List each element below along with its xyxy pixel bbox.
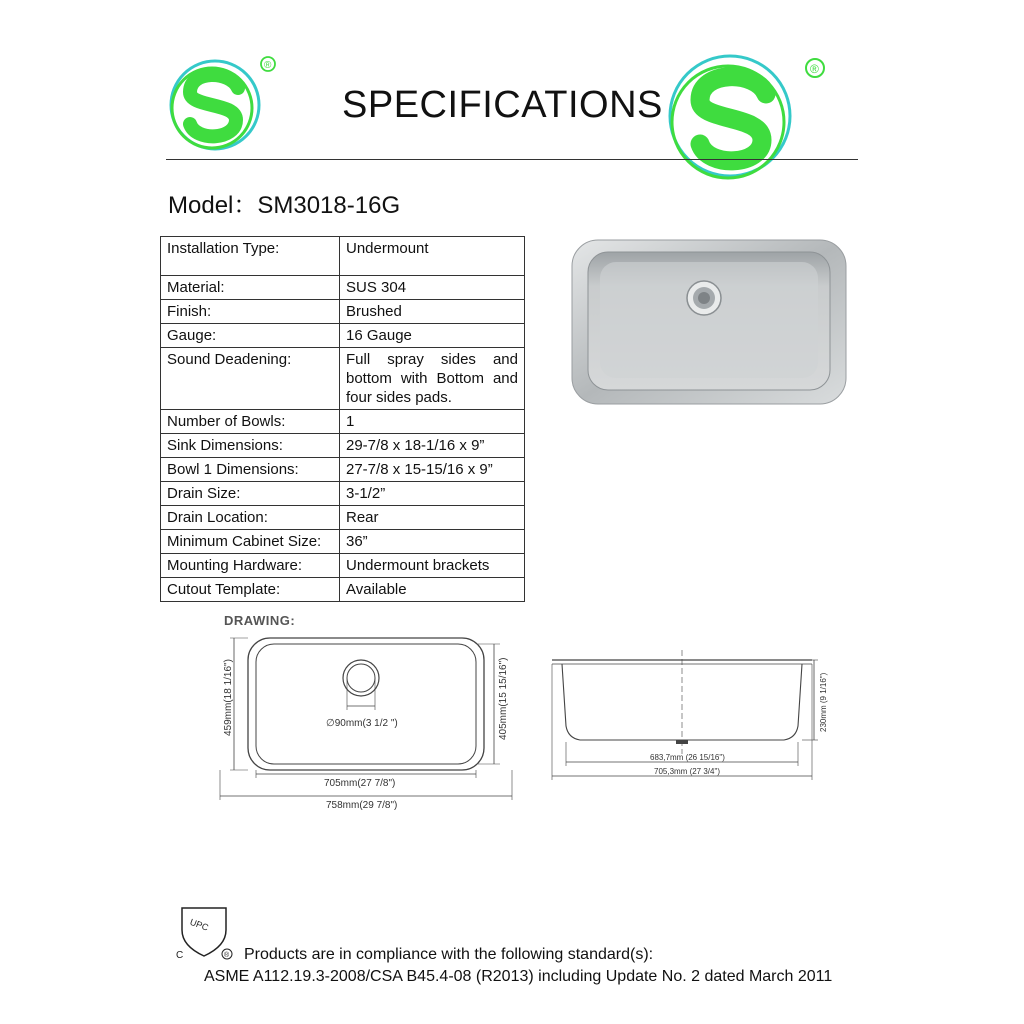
- page-title: SPECIFICATIONS: [342, 84, 663, 126]
- spec-value: Rear: [340, 506, 525, 530]
- table-row: [161, 530, 525, 554]
- spec-value: SUS 304: [340, 276, 525, 300]
- depth-dimension: 230mm (9 1/16"): [819, 672, 828, 732]
- table-row: [161, 348, 525, 410]
- spec-value: 16 Gauge: [340, 324, 525, 348]
- top-view-drawing: [218, 628, 518, 828]
- spec-label: Drain Location:: [161, 506, 340, 530]
- spec-value: 36”: [340, 530, 525, 554]
- table-row: [161, 506, 525, 530]
- spec-value: Full spray sides and bottom with Bottom and four sides pads.: [340, 348, 525, 410]
- spec-label: Sound Deadening:: [161, 348, 340, 410]
- spec-label: Drain Size:: [161, 482, 340, 506]
- spec-value: 1: [340, 410, 525, 434]
- spec-label: Mounting Hardware:: [161, 554, 340, 578]
- spec-value: Undermount brackets: [340, 554, 525, 578]
- inner-width-dimension: 705mm(27 7/8"): [324, 778, 396, 789]
- compliance-standard: ASME A112.19.3-2008/CSA B45.4-08 (R2013) including Update No. 2 dated March 2011: [204, 968, 833, 985]
- spec-value: 27-7/8 x 15-15/16 x 9”: [340, 458, 525, 482]
- spec-label: Sink Dimensions:: [161, 434, 340, 458]
- brand-logo-left: [160, 50, 280, 160]
- table-row: [161, 410, 525, 434]
- table-row: [161, 458, 525, 482]
- brand-logo-right: [660, 48, 830, 193]
- top-width-dimension: 705,3mm (27 3/4"): [654, 767, 720, 776]
- spec-label: Bowl 1 Dimensions:: [161, 458, 340, 482]
- spec-label: Material:: [161, 276, 340, 300]
- side-view-drawing: [550, 646, 840, 786]
- drain-dimension: ∅90mm(3 1/2 "): [326, 718, 398, 729]
- table-row: [161, 237, 525, 276]
- inner-height-dimension: 405mm(15 15/16"): [498, 657, 509, 740]
- spec-value: Brushed: [340, 300, 525, 324]
- svg-text:C: C: [176, 950, 184, 961]
- table-row: [161, 324, 525, 348]
- spec-label: Gauge:: [161, 324, 340, 348]
- table-row: [161, 578, 525, 602]
- model-label: Model：SM3018-16G: [168, 192, 401, 219]
- spec-value: Available: [340, 578, 525, 602]
- bottom-width-dimension: 683,7mm (26 15/16"): [650, 753, 725, 762]
- sink-product-image: [570, 236, 850, 408]
- header-divider: [166, 159, 858, 160]
- table-row: [161, 554, 525, 578]
- spec-label: Cutout Template:: [161, 578, 340, 602]
- spec-value: 29-7/8 x 18-1/16 x 9”: [340, 434, 525, 458]
- spec-value: 3-1/2”: [340, 482, 525, 506]
- registered-mark-left: ®: [264, 60, 272, 71]
- upc-registered-mark: ®: [224, 952, 230, 959]
- table-row: [161, 300, 525, 324]
- spec-value: Undermount: [340, 237, 525, 276]
- outer-height-dimension: 459mm(18 1/16"): [223, 659, 234, 736]
- spec-label: Number of Bowls:: [161, 410, 340, 434]
- spec-label: Minimum Cabinet Size:: [161, 530, 340, 554]
- spec-label: Finish:: [161, 300, 340, 324]
- table-row: [161, 276, 525, 300]
- table-row: [161, 434, 525, 458]
- upc-mark-text: UPC: [188, 916, 210, 933]
- upc-certification-icon: [174, 906, 236, 962]
- registered-mark-right: ®: [810, 62, 819, 76]
- specifications-table: [160, 236, 525, 602]
- outer-width-dimension: 758mm(29 7/8"): [326, 800, 398, 811]
- spec-label: Installation Type:: [161, 237, 340, 276]
- compliance-statement: Products are in compliance with the following standard(s):: [244, 946, 654, 963]
- drawing-label: DRAWING:: [224, 613, 296, 628]
- table-row: [161, 482, 525, 506]
